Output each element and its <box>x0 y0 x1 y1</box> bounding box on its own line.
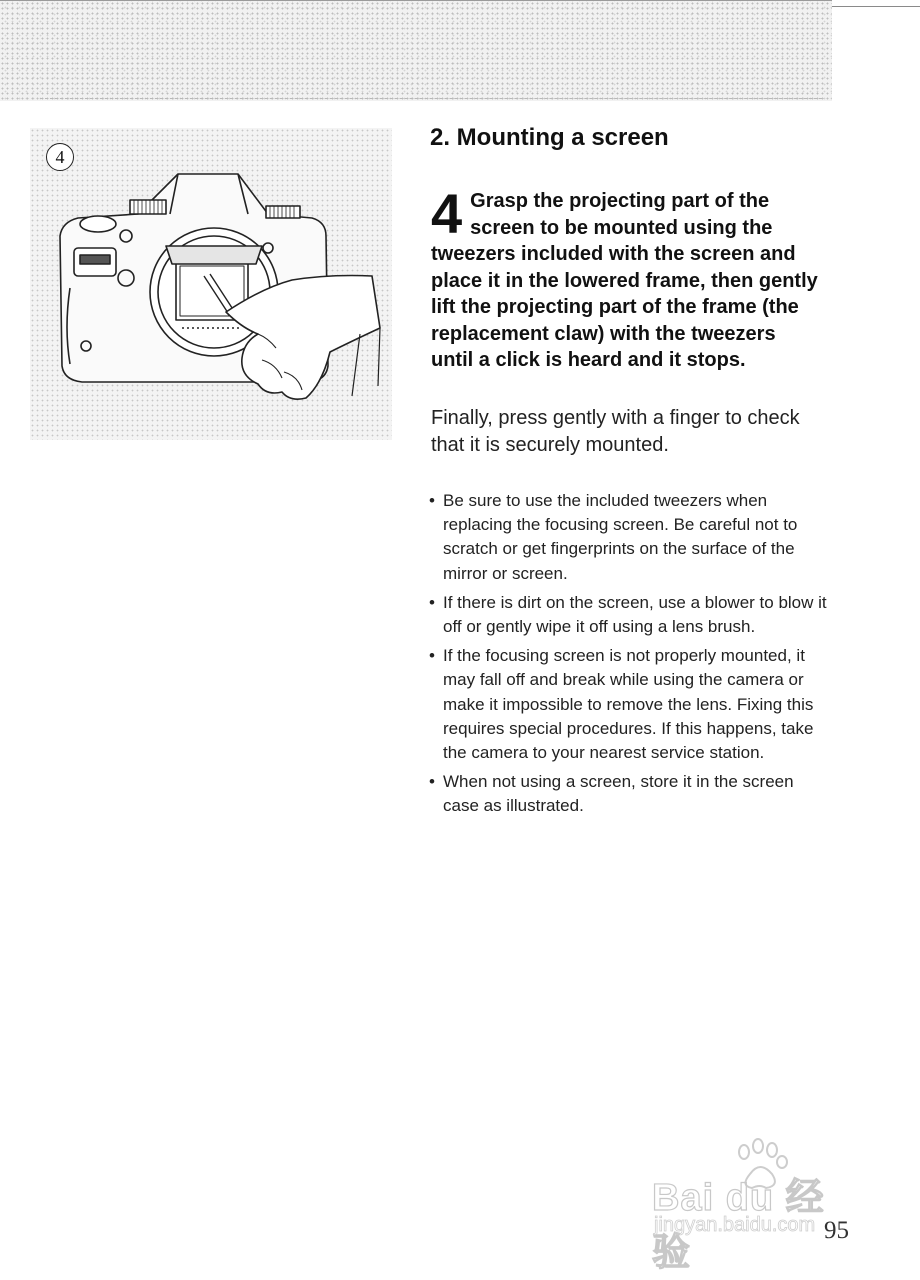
bullet-icon: • <box>429 491 435 510</box>
section-title: 2. Mounting a screen <box>430 124 669 151</box>
step-followup: Finally, press gently with a finger to check that it is securely mounted. <box>431 407 800 456</box>
bullet-icon: • <box>429 772 435 792</box>
note-text: When not using a screen, store it in the screen case as illustrated. <box>443 772 794 816</box>
watermark-brand: Bai du 经验 <box>652 1177 825 1274</box>
camera-screen-illustration <box>30 128 392 440</box>
note-text: Be sure to use the included tweezers when replacing the focusing screen. Be careful not to scratch or get fingerprints on the surface of the mirror or screen. <box>443 491 798 583</box>
note-item <box>427 644 831 765</box>
camera-drawing <box>30 128 392 440</box>
step-instruction: Grasp the projecting part of the screen to be mounted using the tweezers included with the screen and place it in the lowered frame, then gently lift the projecting part of the frame (the replacement claw) with the tweezers until a click is heard and it stops. <box>431 190 818 371</box>
step-block <box>431 182 823 374</box>
page-number: 95 <box>824 1217 849 1244</box>
watermark-url: jingyan.baidu.com <box>654 1214 816 1236</box>
bullet-icon: • <box>429 646 435 666</box>
note-text: If there is dirt on the screen, use a blower to blow it off or gently wipe it off using a lens brush. <box>443 592 827 637</box>
note-item <box>427 489 831 586</box>
note-text: If the focusing screen is not properly mounted, it may fall off and break while using the camera or make it impossible to remove the lens. Fixing this requires special procedures. If this happens, take the camera to your nearest service station. <box>443 646 814 763</box>
notes-list <box>427 489 831 824</box>
note-item <box>427 770 831 818</box>
top-rule <box>832 6 920 7</box>
step-marker-badge: 4 <box>46 143 74 171</box>
header-band <box>0 0 832 101</box>
note-item <box>427 591 831 639</box>
bullet-icon: • <box>429 592 435 612</box>
step-number: 4 <box>431 182 463 245</box>
